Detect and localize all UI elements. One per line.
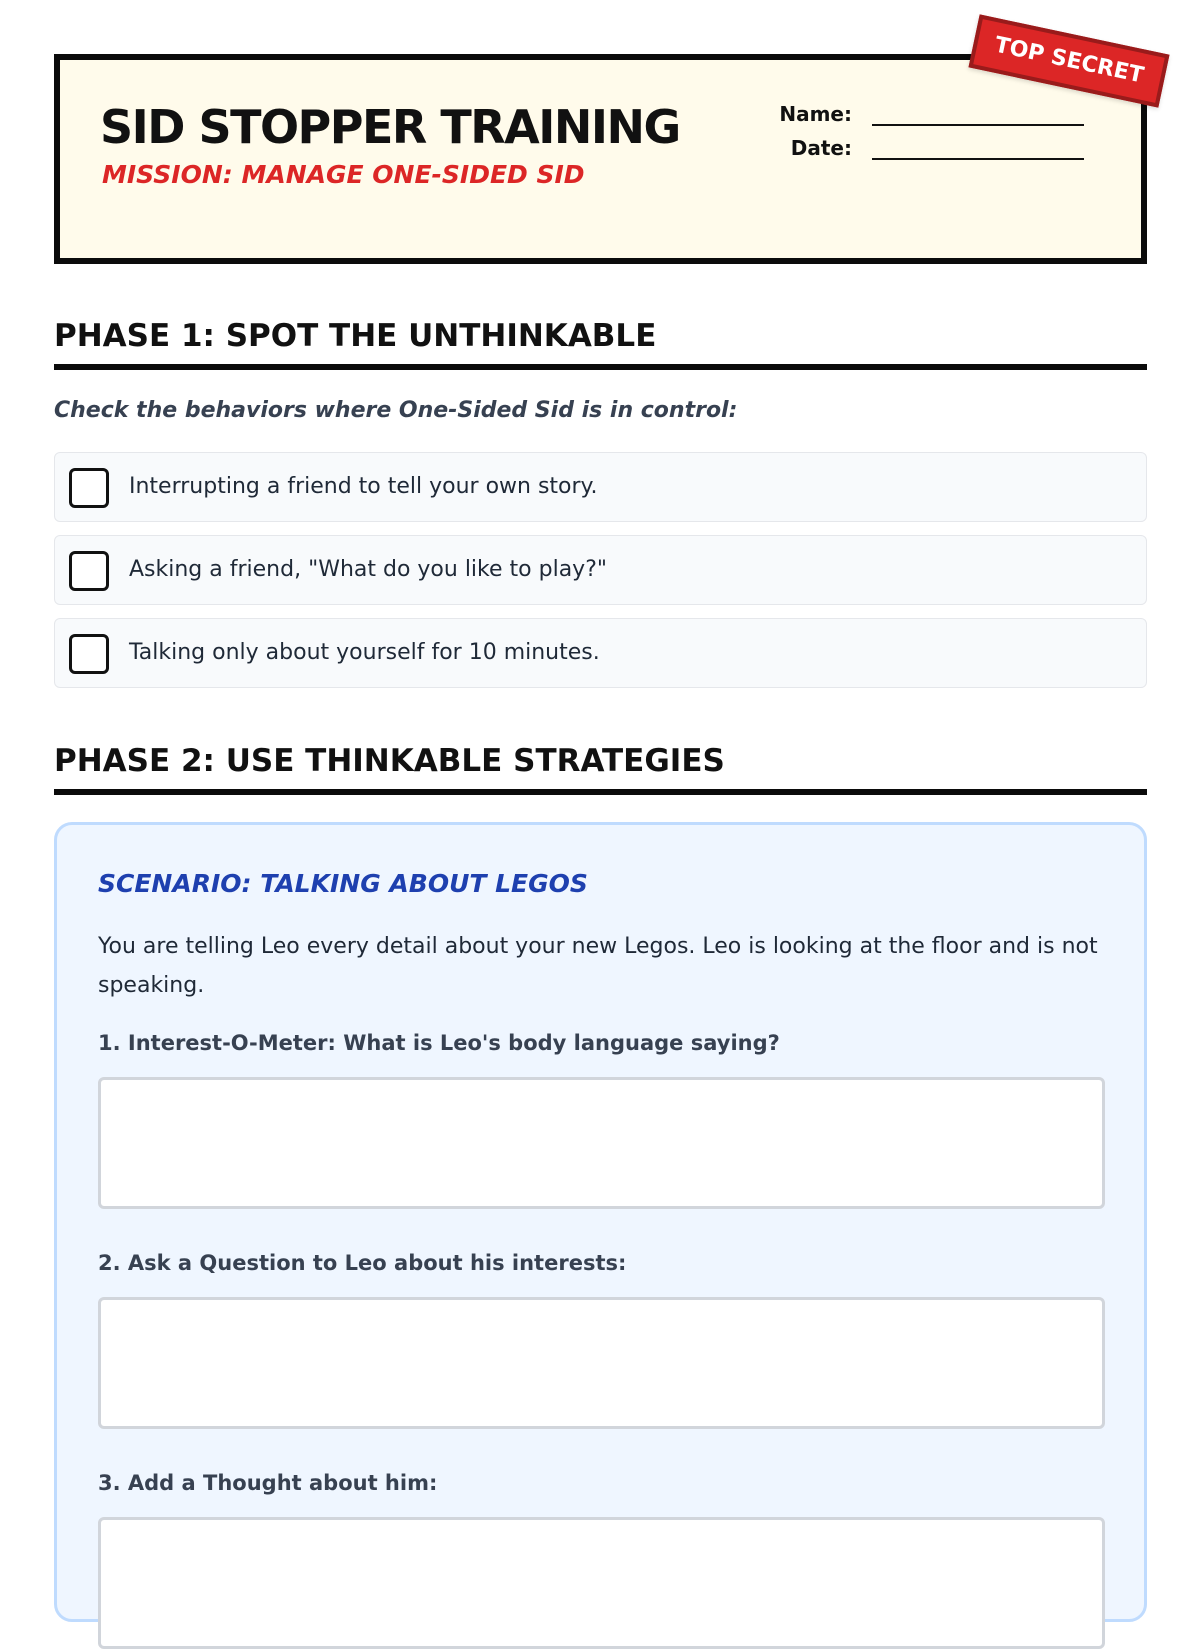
date-field[interactable]	[760, 134, 1080, 164]
mission-subtitle: MISSION: MANAGE ONE-SIDED SID	[102, 160, 585, 189]
question-label: 3. Add a Thought about him:	[98, 1471, 438, 1495]
name-field[interactable]	[760, 100, 1080, 130]
question-label: 2. Ask a Question to Leo about his interests:	[98, 1251, 627, 1275]
answer-box-ask-question[interactable]	[98, 1297, 1105, 1429]
header-box	[54, 54, 1147, 264]
date-line[interactable]	[872, 158, 1084, 160]
checkbox[interactable]	[69, 551, 109, 591]
checklist-item-label: Interrupting a friend to tell your own story.	[129, 474, 598, 499]
top-secret-stamp: TOP SECRET	[969, 14, 1170, 107]
checkbox[interactable]	[69, 468, 109, 508]
scenario-description: You are telling Leo every detail about your new Legos. Leo is looking at the floor and is not speaking.	[98, 934, 1098, 998]
name-line[interactable]	[872, 124, 1084, 126]
checklist-item-label: Asking a friend, "What do you like to play?"	[129, 557, 607, 582]
answer-box-add-thought[interactable]	[98, 1517, 1105, 1649]
name-label: Name:	[779, 102, 852, 126]
scenario-title: SCENARIO: TALKING ABOUT LEGOS	[98, 869, 588, 898]
checklist-item[interactable]	[54, 535, 1147, 605]
phase-1-title: PHASE 1: SPOT THE UNTHINKABLE	[54, 318, 1147, 370]
scenario-card	[54, 822, 1147, 1622]
checklist-item[interactable]	[54, 618, 1147, 688]
checklist-item-label: Talking only about yourself for 10 minutes.	[129, 640, 600, 665]
page-title: SID STOPPER TRAINING	[100, 100, 680, 154]
checklist-item[interactable]	[54, 452, 1147, 522]
date-label: Date:	[790, 136, 852, 160]
answer-box-interest-o-meter[interactable]	[98, 1077, 1105, 1209]
checkbox[interactable]	[69, 634, 109, 674]
phase-1-instruction: Check the behaviors where One-Sided Sid is in control:	[54, 398, 738, 423]
phase-2-title: PHASE 2: USE THINKABLE STRATEGIES	[54, 743, 1147, 795]
question-label: 1. Interest-O-Meter: What is Leo's body language saying?	[98, 1031, 780, 1055]
